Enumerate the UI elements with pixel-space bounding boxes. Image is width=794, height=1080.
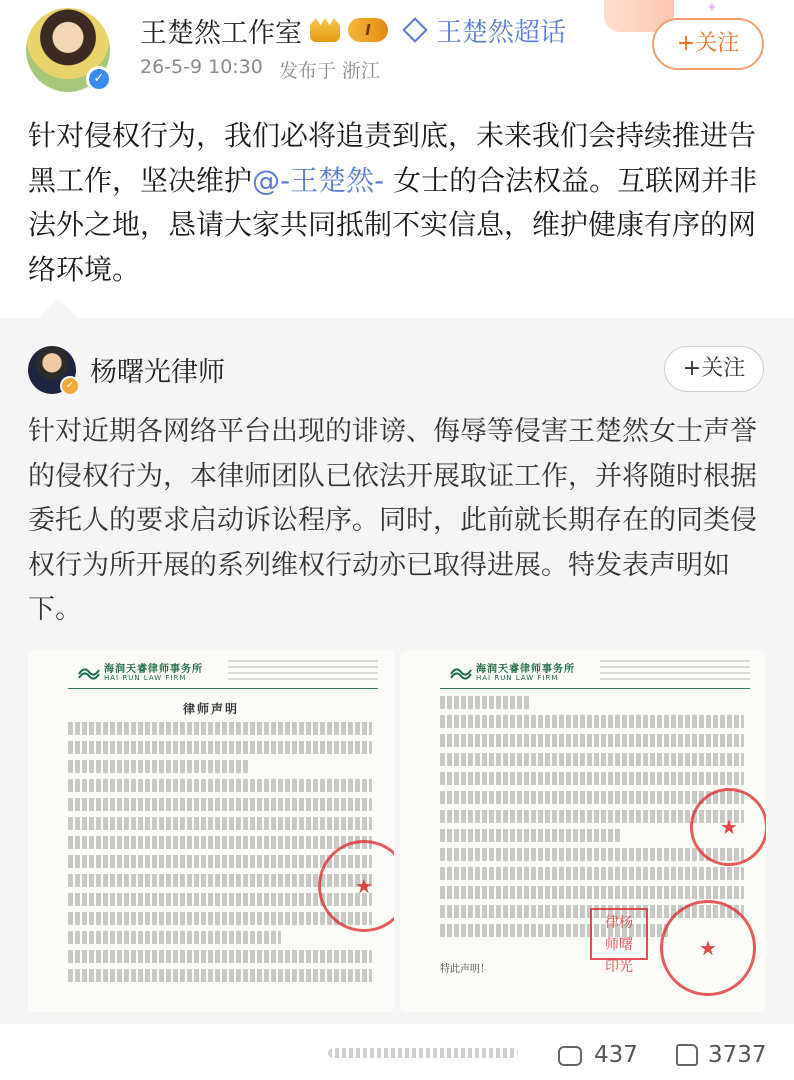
document-image-2[interactable]	[400, 650, 766, 1012]
document-image-1[interactable]	[28, 650, 394, 1012]
post-location: 发布于 浙江	[278, 60, 380, 82]
verified-badge-icon: ✓	[86, 66, 112, 92]
share-icon[interactable]	[328, 1048, 518, 1058]
comment-count[interactable]: 437	[594, 1042, 638, 1068]
post-date: 26-5-9 10:30	[140, 56, 263, 78]
follow-button[interactable]: +关注	[652, 18, 764, 70]
firm-name: 海润天睿律师事务所	[476, 664, 575, 675]
post-text-after: 女士的合法权益。互联网并非法外之地，恳请大家共同抵制不实信息，维护健康有序的网络环境。	[28, 163, 758, 286]
thumbs-up-icon[interactable]	[676, 1044, 698, 1066]
firm-logo-icon	[78, 662, 100, 680]
diamond-icon	[402, 17, 427, 42]
author-name-row	[140, 12, 566, 48]
firm-seal-icon: ★	[660, 900, 756, 996]
divider	[68, 688, 378, 689]
action-bar	[0, 1024, 794, 1080]
post-header	[0, 0, 794, 110]
document-body	[68, 722, 372, 988]
post-meta	[140, 56, 380, 83]
supertopic-link[interactable]: 王楚然超话	[436, 17, 567, 48]
firm-logo-icon	[450, 662, 472, 680]
author-name[interactable]: 王楚然工作室	[140, 17, 302, 49]
firm-address	[600, 660, 750, 684]
lawyer-stamp: 律杨 师曙 印光	[590, 908, 648, 960]
repost-text: 针对近期各网络平台出现的诽谤、侮辱等侵害王楚然女士声誉的侵权行为，本律师团队已依法开展取证工作，并将随时根据委托人的要求启动诉讼程序。同时，此前就长期存在的同类侵权行为所开展的系列维权行动亦已取得进展。特发表声明如下。	[28, 416, 757, 625]
level-badge: I	[348, 18, 388, 42]
firm-name-en: HAI RUN LAW FIRM	[104, 674, 187, 682]
firm-name-en: HAI RUN LAW FIRM	[476, 674, 559, 682]
firm-name: 海润天睿律师事务所	[104, 664, 203, 675]
post-text	[28, 114, 768, 292]
like-count[interactable]: 3737	[708, 1042, 767, 1068]
comment-icon[interactable]	[558, 1046, 582, 1066]
post-text-before: 针对侵权行为，我们必将追责到底，未来我们会持续推进告黑工作，坚决维护	[28, 119, 757, 197]
repost-author-name[interactable]: 杨曙光律师	[90, 357, 225, 388]
sparkle-icon: ✦	[706, 0, 718, 16]
firm-address	[228, 660, 378, 684]
mention-link[interactable]: @-王楚然-	[252, 163, 385, 197]
vip-crown-icon	[310, 18, 340, 42]
document-closing: 特此声明！	[440, 964, 490, 975]
divider	[440, 688, 750, 689]
firm-seal-icon: ★	[318, 840, 394, 932]
verified-badge-icon: ✓	[60, 376, 80, 396]
document-title: 律师声明	[182, 702, 239, 716]
firm-seal-icon: ★	[690, 788, 766, 866]
repost-follow-button[interactable]: +关注	[664, 346, 764, 392]
